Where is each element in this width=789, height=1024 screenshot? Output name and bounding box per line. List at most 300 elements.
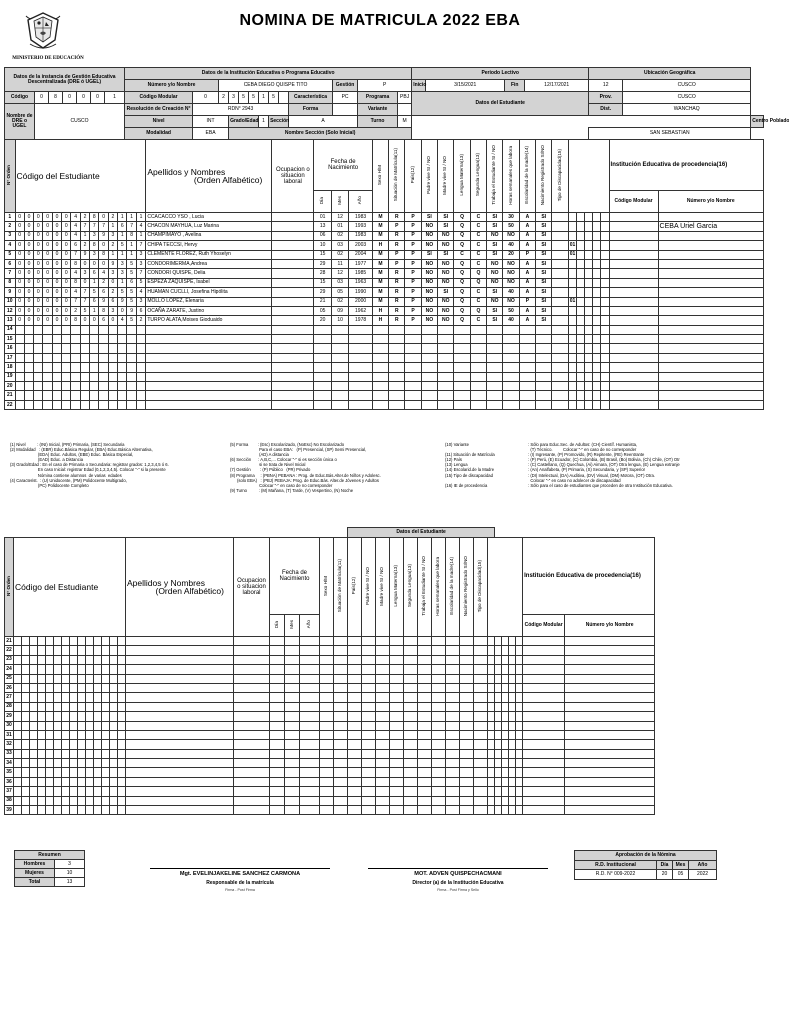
code-digit: 9 xyxy=(108,259,117,268)
forma-label: Forma xyxy=(289,104,333,116)
birth-year: 1977 xyxy=(349,259,372,268)
code-digit: 4 xyxy=(71,222,80,231)
student-attr xyxy=(552,241,568,250)
vertical-col-label: Segunda Lengua(13) xyxy=(475,153,481,197)
section-code: 01 xyxy=(568,241,576,250)
student-attr: 50 xyxy=(503,222,519,231)
table-row xyxy=(5,674,765,683)
code-digit: 2 xyxy=(108,213,117,222)
student-attr: SI xyxy=(536,241,552,250)
mes-value: 05 xyxy=(673,870,689,880)
student-name: CHIPA TECCSI, Hervy xyxy=(146,241,272,250)
student-attr: SI xyxy=(438,288,454,297)
student-attr: NO xyxy=(438,316,454,325)
code-digit: 8 xyxy=(90,241,99,250)
code-digit: 0 xyxy=(80,259,89,268)
table-row xyxy=(5,759,765,768)
vertical-col-header xyxy=(454,140,470,213)
footnote-line: (EDA) Educ. Adultos, (EBE) Educ. Básica Especial, xyxy=(10,452,134,458)
code-digit: 3 xyxy=(118,259,127,268)
student-attr: P xyxy=(405,288,421,297)
resumen-label: Resumen xyxy=(15,851,85,860)
vertical-col-header xyxy=(536,140,552,213)
vertical-col-label: Situación de Matrícula(11) xyxy=(337,559,343,613)
code-digit: 0 xyxy=(99,259,108,268)
row-number: 17 xyxy=(5,353,16,362)
footnote-line: (6) Sección : A,B,C,... Colocar "-" si es sección única o xyxy=(230,457,337,463)
ie-cod-modular xyxy=(609,231,658,240)
ie-name xyxy=(658,269,763,278)
footnote-line: (2) Modalidad : (EBR) Educ.Básica Regular, (EBA) Educ.Básica Alternativa, xyxy=(10,447,153,453)
code-digit: 0 xyxy=(118,306,127,315)
student-attr: NO xyxy=(438,297,454,306)
student-attr: P xyxy=(405,231,421,240)
fecha-dia-label: Día xyxy=(319,196,325,205)
student-attr: SI xyxy=(536,231,552,240)
footnote-line: Para el caso EBA: (P) Presencial, (SP) Semi Presencial, xyxy=(230,447,367,453)
code-digit: 4 xyxy=(71,213,80,222)
student-attr: 40 xyxy=(503,316,519,325)
birth-day: 06 xyxy=(314,231,332,240)
n-orden-label: N° Orden xyxy=(5,576,11,596)
vertical-col-header xyxy=(389,140,405,213)
programa-value: PBJ xyxy=(398,92,412,104)
periodo-section-label: Periodo Lectivo xyxy=(412,68,589,80)
student-name: CHAMPIMAYO , Avelina xyxy=(146,231,272,240)
row-number: 19 xyxy=(5,372,16,381)
footnote-line: (AD) A distancia xyxy=(230,452,289,458)
student-attr: SI xyxy=(536,306,552,315)
code-digit: 0 xyxy=(52,316,61,325)
code-digit: 0 xyxy=(34,306,43,315)
footnotes-col-4 xyxy=(528,442,760,488)
student-name: CLEMENTE FLOREZ, Ruth Yhoselyn xyxy=(146,250,272,259)
footnote-line: : (P) Perú, (E) Ecuador, (C) Colombia, (B) Brasil, (Bo) Bolivia, (Ch) Chile, (OT) Otr xyxy=(528,457,680,463)
row-number: 6 xyxy=(5,259,16,268)
code-digit: 4 xyxy=(71,269,80,278)
student-attr: SI xyxy=(421,250,437,259)
director-name: MOT. ADVEN QUISPECHACMANI xyxy=(414,871,502,877)
row-number: 34 xyxy=(5,759,14,768)
student-attr: Q xyxy=(454,269,470,278)
code-digit: 3 xyxy=(136,259,146,268)
table-row xyxy=(5,316,764,325)
code-digit: 3 xyxy=(90,231,99,240)
footnote-line: (9) Turno : (M) Mañana, (T) Tarde, (V) Vespertino, (N) Noche xyxy=(230,487,354,493)
table-row xyxy=(5,288,764,297)
n-orden-header xyxy=(5,538,14,637)
student-attr: NO xyxy=(503,269,519,278)
student-attr xyxy=(552,259,568,268)
cod-modular-header: Código Modular xyxy=(609,191,658,213)
student-attr: R xyxy=(389,288,405,297)
student-table-2 xyxy=(4,527,764,815)
fecha-mes-header xyxy=(285,615,300,637)
student-attr: NO xyxy=(438,241,454,250)
fecha-anio-label: Año xyxy=(306,620,312,629)
code-digit: 0 xyxy=(99,213,108,222)
footnote-line: (1) Nivel : (INI) Inicial, (PRI) Primaria, (SEC) Secundaria xyxy=(10,442,125,447)
code-digit: 2 xyxy=(80,213,89,222)
birth-month: 03 xyxy=(331,278,349,287)
code-digit: 0 xyxy=(52,231,61,240)
code-digit: 3 xyxy=(108,306,117,315)
student-attr: SI xyxy=(487,316,503,325)
code-digit: 1 xyxy=(108,250,117,259)
code-digit: 5 xyxy=(127,316,136,325)
table-row xyxy=(5,768,765,777)
code-digit: 0 xyxy=(80,278,89,287)
table-row xyxy=(5,806,765,815)
code-digit: 2 xyxy=(80,241,89,250)
student-attr: R xyxy=(389,306,405,315)
student-name: ESPEZA ZAQUISPE, Isabel xyxy=(146,278,272,287)
student-attr: SI xyxy=(536,288,552,297)
student-attr: SI xyxy=(536,222,552,231)
vertical-col-header xyxy=(421,140,437,213)
student-attr: P xyxy=(405,306,421,315)
table-row xyxy=(5,712,765,721)
code-digit: 0 xyxy=(62,297,71,306)
datos-estudiante-header-2: Datos del Estudiante xyxy=(348,528,495,538)
code-digit: 3 xyxy=(108,231,117,240)
code-digit: 0 xyxy=(62,306,71,315)
ugel-name-value: CUSCO xyxy=(35,104,125,140)
code-digit: 3 xyxy=(118,269,127,278)
total-label: Total xyxy=(15,878,55,887)
code-digit: 0 xyxy=(52,241,61,250)
row-number: 22 xyxy=(5,400,16,409)
footnotes xyxy=(10,442,760,502)
code-digit: 7 xyxy=(71,297,80,306)
row-number: 22 xyxy=(5,646,14,655)
table-row xyxy=(5,655,765,664)
ministry-label: MINISTERIO DE EDUCACIÓN xyxy=(12,56,84,61)
code-digit: 0 xyxy=(108,278,117,287)
code-digit: 9 xyxy=(99,297,108,306)
code-digit: 7 xyxy=(80,297,89,306)
codigo-estudiante-header: Código del Estudiante xyxy=(14,538,126,637)
code-digit: 2 xyxy=(71,306,80,315)
dpto-code: 12 xyxy=(589,80,623,92)
row-number: 26 xyxy=(5,683,14,692)
table-row xyxy=(5,646,765,655)
row-number: 14 xyxy=(5,325,16,334)
code-digit: 6 xyxy=(118,222,127,231)
code-digit: 3 xyxy=(108,269,117,278)
ugel-name-label: Nombre de DRE o UGEL xyxy=(5,104,35,140)
ie-cod-modular xyxy=(609,306,658,315)
student-attr: H xyxy=(372,316,388,325)
table-row xyxy=(5,241,764,250)
student-attr: NO xyxy=(438,269,454,278)
code-digit: 0 xyxy=(43,316,52,325)
student-attr: A xyxy=(519,269,535,278)
row-number: 29 xyxy=(5,712,14,721)
apellidos-header xyxy=(146,140,272,213)
student-attr: SI xyxy=(487,288,503,297)
vertical-col-label: Nacimiento Registrado SI/NO xyxy=(463,555,469,617)
vertical-col-label: País(12) xyxy=(351,577,357,595)
fin-label: Fin xyxy=(505,80,525,92)
table-row xyxy=(5,222,764,231)
code-digit: 0 xyxy=(43,306,52,315)
student-attr: NO xyxy=(421,231,437,240)
student-attr: NO xyxy=(438,259,454,268)
apellidos-label: Apellidos y Nombres xyxy=(147,166,226,177)
code-digit: 0 xyxy=(15,250,24,259)
turno-label: Turno xyxy=(358,116,398,128)
fecha-anio-header xyxy=(349,191,372,213)
birth-day: 21 xyxy=(314,297,332,306)
code-digit: 3 xyxy=(136,297,146,306)
ie-name xyxy=(658,213,763,222)
code-digit: 1 xyxy=(127,250,136,259)
student-name: CONDORIMERMA,Andrea xyxy=(146,259,272,268)
section-code xyxy=(568,231,576,240)
code-digit: 9 xyxy=(99,231,108,240)
student-attr: SI xyxy=(536,297,552,306)
code-digit: 6 xyxy=(136,306,146,315)
footnote-line: (12) País xyxy=(445,457,462,463)
code-digit: 7 xyxy=(136,269,146,278)
code-digit: 0 xyxy=(15,231,24,240)
birth-month: 02 xyxy=(331,250,349,259)
ie-cod-modular xyxy=(609,213,658,222)
apellidos-header xyxy=(126,538,234,637)
code-digit: 0 xyxy=(108,316,117,325)
student-attr: SI xyxy=(421,213,437,222)
code-digit: 0 xyxy=(24,306,33,315)
student-attr: Q xyxy=(470,269,486,278)
student-name: CONDORI QUISPE, Delia xyxy=(146,269,272,278)
student-attr: NO xyxy=(421,241,437,250)
birth-month: 02 xyxy=(331,297,349,306)
code-digit: 7 xyxy=(127,222,136,231)
row-number: 38 xyxy=(5,796,14,805)
code-digit: 4 xyxy=(71,288,80,297)
vertical-col-header xyxy=(405,140,421,213)
section-code xyxy=(568,269,576,278)
ie-cod-modular xyxy=(609,269,658,278)
student-attr: NO xyxy=(487,297,503,306)
vertical-col-header xyxy=(334,538,348,637)
birth-day: 20 xyxy=(314,316,332,325)
student-attr: P xyxy=(405,316,421,325)
birth-day: 13 xyxy=(314,222,332,231)
code-digit: 2 xyxy=(99,278,108,287)
code-digit: 0 xyxy=(52,278,61,287)
footnote-line: (14) Escolarid.de la Madre xyxy=(445,467,495,473)
table-row xyxy=(5,637,765,646)
student-attr: NO xyxy=(487,278,503,287)
ie-procedencia-header: Institución Educativa de procedencia(16) xyxy=(523,538,655,615)
code-digit: 5 xyxy=(127,259,136,268)
table-row xyxy=(5,665,765,674)
student-attr: NO xyxy=(421,288,437,297)
ie-name xyxy=(658,259,763,268)
fecha-dia-header xyxy=(314,191,332,213)
code-digit: 0 xyxy=(15,222,24,231)
code-digit: 4 xyxy=(71,231,80,240)
student-attr: SI xyxy=(487,213,503,222)
code-digit: 5 xyxy=(80,306,89,315)
ugel-code-digit: 0 xyxy=(91,92,105,104)
student-attr: M xyxy=(372,278,388,287)
ie-name xyxy=(658,231,763,240)
student-attr: C xyxy=(470,288,486,297)
student-attr: SI xyxy=(438,250,454,259)
ugel-section-label: Datos de la instancia de Gestión Educativa Descentralizada (DRE ó UGEL) xyxy=(5,68,125,92)
birth-year: 2003 xyxy=(349,241,372,250)
vertical-col-label: Padre vive SI / NO xyxy=(365,566,371,606)
student-attr: C xyxy=(470,222,486,231)
student-attr: SI xyxy=(487,241,503,250)
fecha-mes-label: Mes xyxy=(288,620,294,629)
student-attr xyxy=(552,288,568,297)
code-digit: 8 xyxy=(127,231,136,240)
student-attr: A xyxy=(519,231,535,240)
birth-day: 10 xyxy=(314,241,332,250)
table-row xyxy=(5,721,765,730)
director-role: Director (a) de la Institución Educativa xyxy=(412,880,504,886)
ugel-code-digit: 0 xyxy=(35,92,49,104)
student-attr: R xyxy=(389,213,405,222)
student-attr: A xyxy=(519,316,535,325)
gestion-label: Gestión xyxy=(333,80,358,92)
anio-label: Año xyxy=(689,861,717,870)
student-attr: R xyxy=(389,278,405,287)
ie-name xyxy=(658,297,763,306)
footnote-line: (T) Técnico. Colocar "-" en caso de no corresponder xyxy=(528,447,637,453)
birth-month: 02 xyxy=(331,231,349,240)
code-digit: 0 xyxy=(43,288,52,297)
row-number: 35 xyxy=(5,768,14,777)
footnote-line: Colocar "-" en caso de no corresponder xyxy=(230,482,333,488)
responsable-firma-label: Firma - Post Firma xyxy=(225,888,255,892)
student-attr: NO xyxy=(438,231,454,240)
birth-day: 29 xyxy=(314,259,332,268)
student-attr: SI xyxy=(536,269,552,278)
vertical-col-header xyxy=(418,538,432,637)
code-digit: 0 xyxy=(43,250,52,259)
fecha-mes-header xyxy=(331,191,349,213)
code-digit: 0 xyxy=(99,241,108,250)
row-number: 30 xyxy=(5,721,14,730)
code-digit: 0 xyxy=(62,241,71,250)
student-attr xyxy=(552,306,568,315)
vertical-col-header xyxy=(519,140,535,213)
student-attr: 50 xyxy=(503,306,519,315)
dist-value: WANCHAQ xyxy=(623,104,751,116)
ugel-code-digit: 8 xyxy=(49,92,63,104)
code-digit: 0 xyxy=(62,250,71,259)
code-digit: 1 xyxy=(136,231,146,240)
birth-year: 1983 xyxy=(349,213,372,222)
row-number: 27 xyxy=(5,693,14,702)
student-attr: Q xyxy=(454,231,470,240)
row-number: 32 xyxy=(5,740,14,749)
code-digit: 1 xyxy=(127,213,136,222)
code-digit: 0 xyxy=(24,269,33,278)
table-row xyxy=(5,344,764,353)
birth-month: 05 xyxy=(331,288,349,297)
total-value: 13 xyxy=(55,878,85,887)
student-attr: P xyxy=(405,250,421,259)
student-attr: Q xyxy=(454,316,470,325)
student-attr: A xyxy=(519,241,535,250)
table-row xyxy=(5,325,764,334)
student-attr: Q xyxy=(454,297,470,306)
n-orden-label: N° Orden xyxy=(6,165,12,185)
footnotes-col-1 xyxy=(10,442,230,488)
table-row xyxy=(5,693,765,702)
ie-name xyxy=(658,316,763,325)
code-digit: 3 xyxy=(80,269,89,278)
mujeres-label: Mujeres xyxy=(15,869,55,878)
row-number: 31 xyxy=(5,730,14,739)
nivel-label: Nivel xyxy=(125,116,193,128)
code-digit: 6 xyxy=(99,316,108,325)
student-attr: C xyxy=(470,250,486,259)
table-row xyxy=(5,213,764,222)
ie-name xyxy=(658,278,763,287)
footnote-line: (5) Forma : (Esc) Escolarizado, (NoEsc) No Escolarizado xyxy=(230,442,345,447)
ubicacion-section-label: Ubicación Geográfica xyxy=(589,68,751,80)
row-number: 21 xyxy=(5,637,14,646)
student-table-1 xyxy=(4,139,764,410)
student-attr: P xyxy=(389,259,405,268)
student-attr: Q xyxy=(454,278,470,287)
student-attr: P xyxy=(405,241,421,250)
student-attr: NO xyxy=(421,306,437,315)
birth-month: 03 xyxy=(331,241,349,250)
student-attr: M xyxy=(372,297,388,306)
code-digit: 5 xyxy=(127,297,136,306)
row-number: 9 xyxy=(5,288,16,297)
student-attr: 40 xyxy=(503,288,519,297)
code-digit: 9 xyxy=(80,250,89,259)
prov-value: CUSCO xyxy=(623,92,751,104)
code-digit: 0 xyxy=(24,288,33,297)
birth-year: 2000 xyxy=(349,297,372,306)
footnote-line: (7) Gestión : (P) Público (PR) Privado xyxy=(230,467,311,473)
table-row xyxy=(5,372,764,381)
birth-day: 01 xyxy=(314,213,332,222)
row-number: 8 xyxy=(5,278,16,287)
student-attr: A xyxy=(519,259,535,268)
code-digit: 8 xyxy=(90,213,99,222)
ugel-code-digit: 0 xyxy=(63,92,77,104)
table-row xyxy=(5,400,764,409)
seccion-label: Sección xyxy=(269,116,289,128)
section-code: 01 xyxy=(568,297,576,306)
variante-label: Variante xyxy=(358,104,398,116)
ocupacion-header: Ocupacion o situacion laboral xyxy=(272,140,314,213)
vertical-col-label: Escolaridad de la madre(14) xyxy=(524,146,530,204)
dia-label: Día xyxy=(657,861,673,870)
vertical-col-header xyxy=(390,538,404,637)
code-digit: 7 xyxy=(80,222,89,231)
student-attr: P xyxy=(405,278,421,287)
footnote-line: (EAD) Educ. a Distancia xyxy=(10,457,84,463)
code-digit: 0 xyxy=(62,316,71,325)
code-digit: 8 xyxy=(71,316,80,325)
student-attr: C xyxy=(470,297,486,306)
ie-cod-modular xyxy=(609,259,658,268)
student-attr xyxy=(552,269,568,278)
grado-label: Grado/Edad xyxy=(229,116,259,128)
